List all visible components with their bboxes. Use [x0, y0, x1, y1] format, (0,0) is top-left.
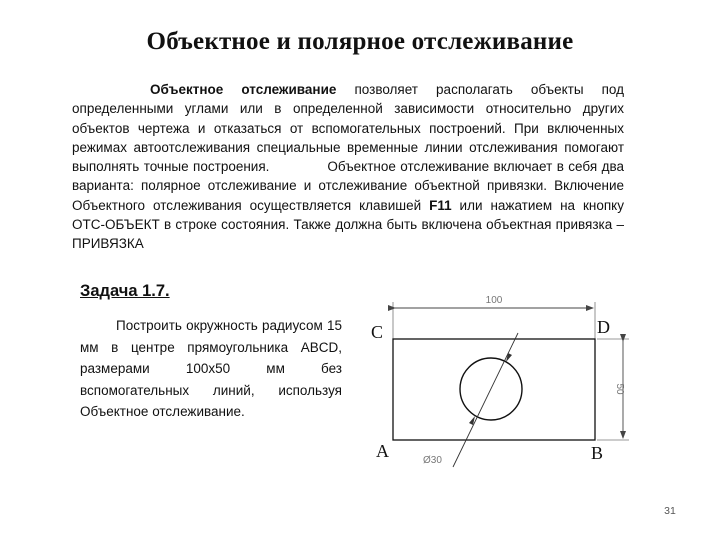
- intro-key-f11: F11: [429, 197, 452, 213]
- intro-paragraph: [72, 80, 624, 254]
- intro-text-3: или нажатием на кнопку ОТС-ОБЪЕКТ в строке состояния. Также должна быть включена объектная привязка – ПРИВЯЗКА: [72, 197, 624, 252]
- label-c: C: [371, 322, 384, 342]
- label-b: B: [591, 443, 604, 463]
- intro-bold-lead: Объектное отслеживание: [150, 82, 337, 97]
- label-a: A: [376, 441, 389, 461]
- page-number: 31: [664, 505, 676, 517]
- task-text: Построить окружность радиусом 15 мм в центре прямоугольника ABCD, размерами 100х50 мм без вспомогательных линий, используя Объектное отслеживание.: [80, 318, 342, 419]
- label-d: D: [597, 317, 610, 337]
- dim-width-label: 100: [485, 295, 503, 306]
- intro-text-2: Объектное отслеживание включает в себя два варианта: полярное отслеживание и отслеживание объектной привязки. Включение Объектного отслеживания осуществляется клавишей: [72, 159, 624, 213]
- dim-height-label: 50: [614, 383, 625, 395]
- task-heading: Задача 1.7.: [80, 282, 170, 300]
- dim-diameter-label: Ø30: [423, 455, 442, 466]
- rectangle-abcd: [393, 339, 595, 440]
- diameter-arrow-upper: [506, 353, 512, 362]
- intro-text-1: позволяет располагать объекты под определенными углами или в определенной зависимости относительно других объектов чертежа и отказаться от вспомогательных построений. При включенных режимах автоотслеживания специальные временные линии отслеживания помогают выполнять точные построения.: [72, 82, 624, 175]
- technical-drawing: [355, 285, 645, 470]
- page-title: Объектное и полярное отслеживание: [146, 28, 574, 55]
- intro-text: [72, 80, 624, 254]
